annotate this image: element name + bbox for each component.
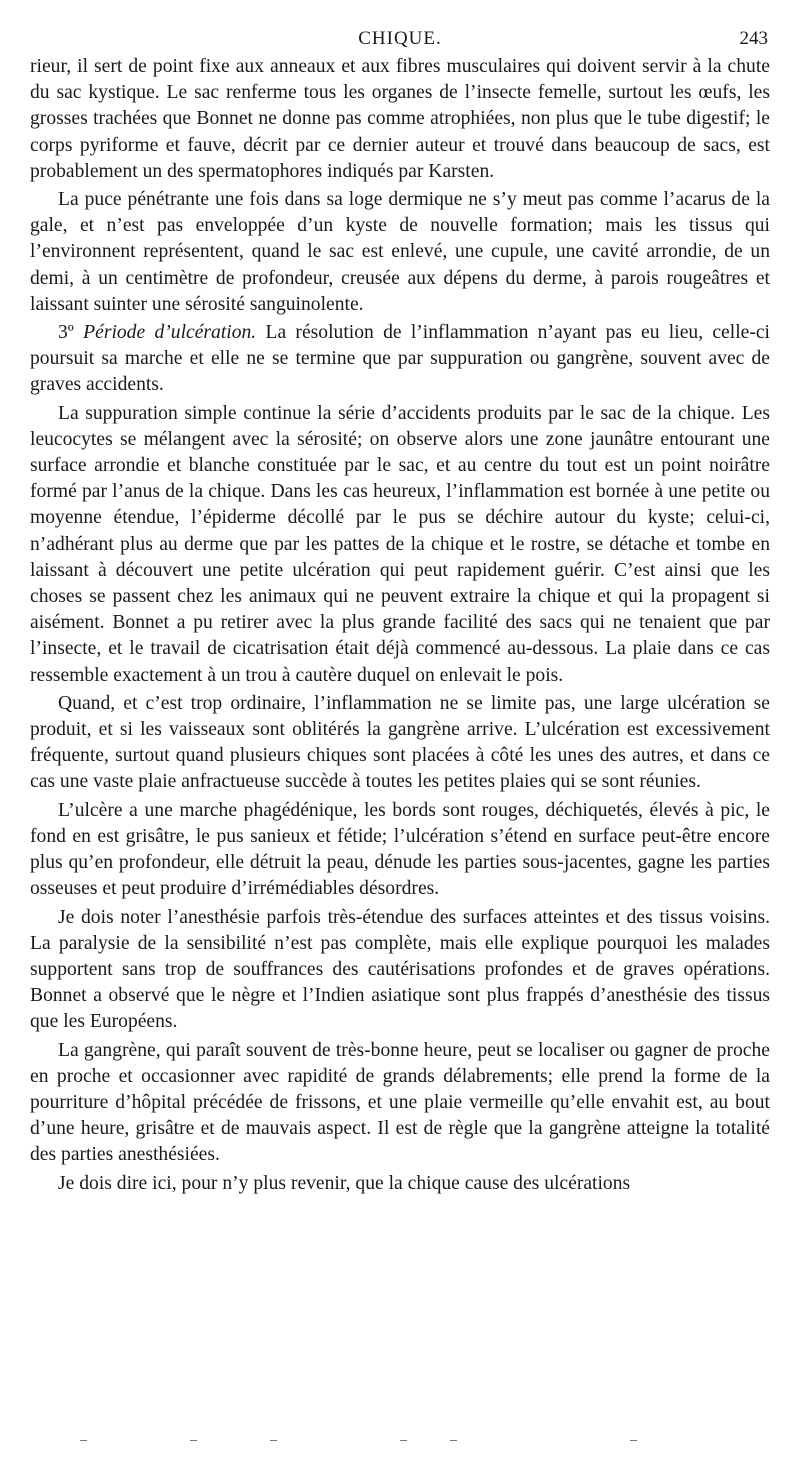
section-number: 3º	[58, 322, 74, 344]
paragraph	[30, 54, 770, 185]
paragraph-text: Je dois noter l’anesthésie parfois très-étendue des surfaces atteintes et des tissus voisins. La paralysie de la sensibilité n’est pas complète, mais elle explique pourquoi les malades supportent sans trop de souffrances des cautérisations profondes et de graves opérations. Bonnet a observé que le nègre et l’Indien asiatique sont plus frappés d’anesthésie des tissus que les Européens.	[30, 906, 770, 1033]
running-header	[30, 24, 770, 54]
paragraph	[30, 1171, 770, 1197]
paragraph	[30, 401, 770, 689]
paragraph-text: Je dois dire ici, pour n’y plus revenir, que la chique cause des ulcérations	[58, 1172, 631, 1194]
paragraph	[30, 905, 770, 1036]
paragraph-text: L’ulcère a une marche phagédénique, les bords sont rouges, déchiquetés, élevés à pic, le fond en est grisâtre, le pus sanieux et fétide; l’ulcération s’étend en surface peut-être encore plus qu’en profondeur, elle détruit la peau, dénude les parties sous-jacentes, gagne les parties osseuses et peut produire d’irrémédiables désordres.	[30, 799, 770, 900]
paragraph-text: rieur, il sert de point fixe aux anneaux et aux fibres musculaires qui doivent servir à la chute du sac kystique. Le sac renferme tous les organes de l’insecte femelle, surtout les œufs, les grosses trachées que Bonnet ne donne pas comme atrophiées, non plus que le tube digestif; le corps pyriforme et fauve, décrit par ce dernier auteur et trouvé dans beaucoup de sacs, est probablement un des spermatophores indiqués par Karsten.	[30, 56, 770, 182]
paragraph	[30, 691, 770, 796]
running-title: CHIQUE.	[358, 28, 442, 49]
paragraph-text: La résolution de l’inflammation n’ayant pas eu lieu, celle-ci poursuit sa marche et elle ne se termine que par suppuration ou gangrène, souvent avec de graves accidents.	[30, 322, 770, 396]
footer-marks	[80, 1440, 720, 1446]
paragraph-text: Quand, et c’est trop ordinaire, l’inflammation ne se limite pas, une large ulcération se produit, et si les vaisseaux sont oblitérés la gangrène arrive. L’ulcération est excessivement fréquente, surtout quand plusieurs chiques sont placées à côté les unes des autres, et dans ce cas une vaste plaie anfractueuse succède à toutes les petites plaies qui se sont réunies.	[30, 692, 770, 793]
paragraph	[30, 320, 770, 399]
section-heading: Période d’ulcération.	[83, 322, 257, 344]
paragraph	[30, 798, 770, 903]
paragraph-text: La suppuration simple continue la série d’accidents produits par le sac de la chique. Les leucocytes se mélangent avec la sérosité; on observe alors une zone jaunâtre entourant une surface arrondie et blanche constituée par le sac, et au centre du tout est un point noirâtre formé par l’anus de la chique. Dans les cas heureux, l’inflammation est bornée à une petite ou moyenne étendue, l’épiderme décollé par le pus se déchire autour du kyste; celui-ci, n’adhérant plus au derme que par les pattes de la chique et le rostre, se détache et tombe en laissant à découvert une petite ulcération qui peut rapidement guérir. C’est ainsi que les choses se passent chez les animaux qui ne peuvent extraire la chique et qui la propagent si aisément. Bonnet a pu retirer avec la plus grande facilité des sacs qui ne tenaient que par l’insecte, et le travail de cicatrisation était déjà commencé au-dessous. La plaie dans ce cas ressemble exactement à un trou à cautère duquel on enlevait le pois.	[30, 402, 770, 686]
body-text	[30, 54, 770, 1197]
paragraph-text: La gangrène, qui paraît souvent de très-bonne heure, peut se localiser ou gagner de proche en proche et occasionner avec rapidité de grands délabrements; elle prend la forme de la pourriture d’hôpital précédée de frissons, et une plaie vermeille qu’elle envahit est, au bout d’une heure, grisâtre et de mauvais aspect. Il est de règle que la gangrène atteigne la totalité des parties anesthésiées.	[30, 1039, 770, 1166]
paragraph	[30, 1038, 770, 1169]
paragraph-text: La puce pénétrante une fois dans sa loge dermique ne s’y meut pas comme l’acarus de la gale, et n’est pas enveloppée d’un kyste de nouvelle formation; mais les tissus qui l’environnent représentent, quand le sac est enlevé, une cupule, une cavité arrondie, de un demi, à un centimètre de profondeur, creusée aux dépens du derme, à parois rougeâtres et laissant suinter une sérosité sanguinolente.	[30, 189, 770, 315]
page-number: 243	[739, 28, 768, 49]
book-page	[30, 24, 770, 1199]
paragraph	[30, 187, 770, 318]
